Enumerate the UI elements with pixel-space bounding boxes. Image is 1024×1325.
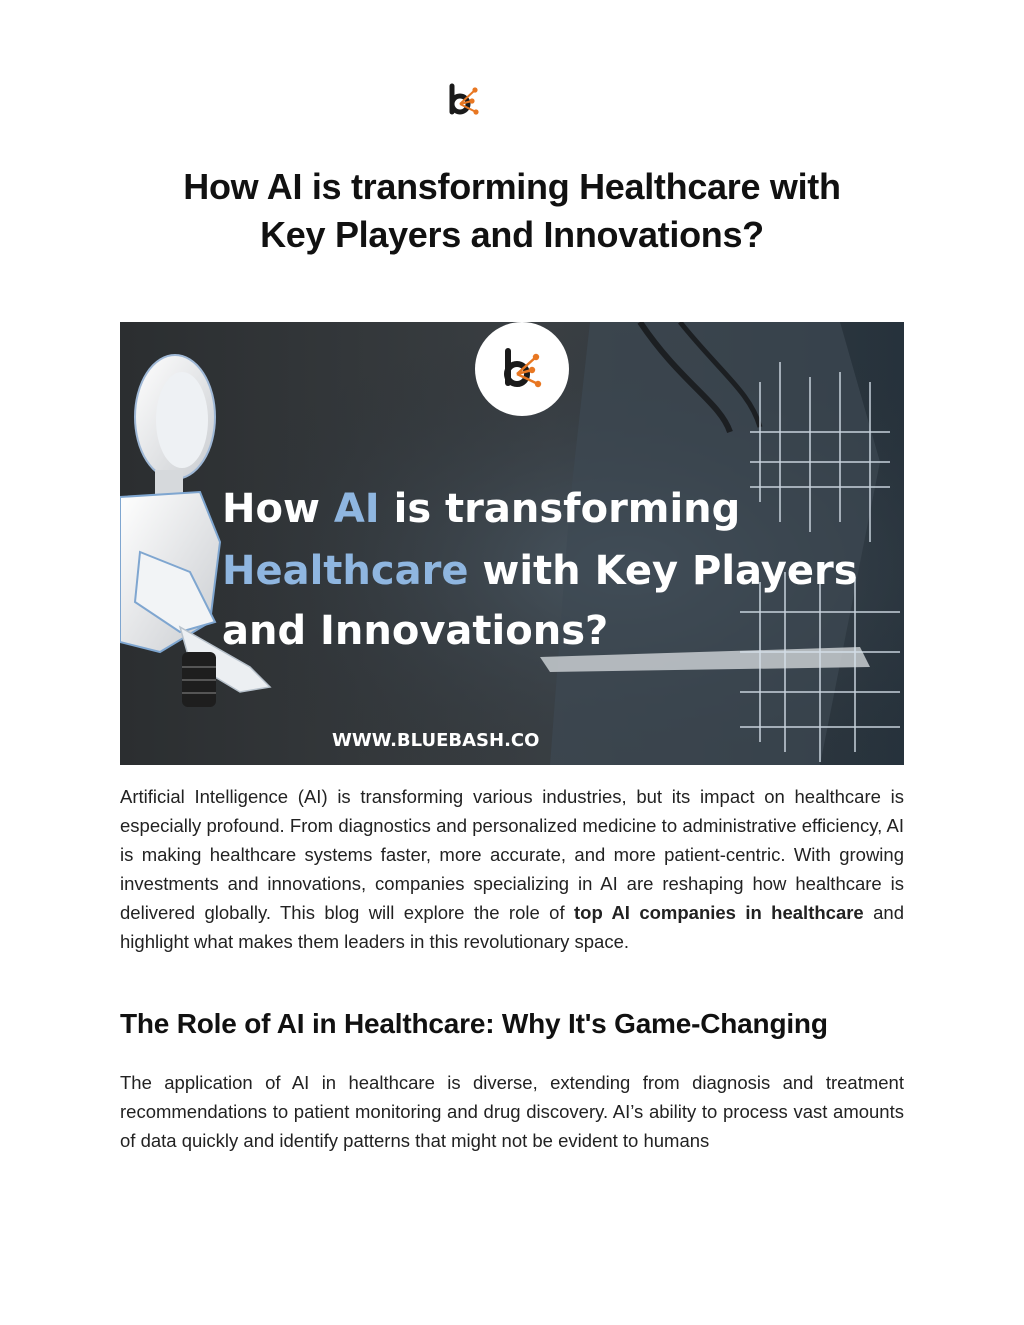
section-paragraph: The application of AI in healthcare is diverse, extending from diagnosis and treatment recommendations to patient monitoring and drug discovery. AI’s ability to process vast amounts of data quickly and identify patterns that might not be evident to humans	[120, 1072, 904, 1151]
hero-heading-line-2: Healthcare with Key Players	[222, 548, 858, 594]
hero-banner	[120, 322, 904, 765]
page-title	[120, 163, 904, 259]
intro-text-before: Artificial Intelligence (AI) is transforming various industries, but its impact on healthcare is especially profound. From diagnostics and personalized medicine to administrative efficiency, AI is making healthcare systems faster, more accurate, and more patient-centric. With growing investments and innovations, companies specializing in AI are reshaping how healthcare is delivered globally. This blog will explore the role of	[120, 786, 904, 923]
section-heading: The Role of AI in Healthcare: Why It's Game-Changing	[120, 1008, 828, 1039]
hero-heading-line-3: and Innovations?	[222, 608, 609, 654]
hero-heading-line-1: How AI is transforming	[222, 486, 741, 532]
page-title-line-1: How AI is transforming Healthcare with	[183, 166, 841, 207]
page-title-line-2: Key Players and Innovations?	[260, 214, 764, 255]
intro-bold-phrase: top AI companies in healthcare	[573, 902, 864, 923]
hero-banner-graphic	[120, 322, 904, 765]
hero-url: WWW.BLUEBASH.CO	[332, 730, 540, 751]
intro-paragraph	[120, 782, 904, 956]
intro-text-after: and highlight what makes them leaders in this revolutionary space.	[120, 902, 904, 952]
bluebash-logo-icon	[446, 82, 480, 118]
